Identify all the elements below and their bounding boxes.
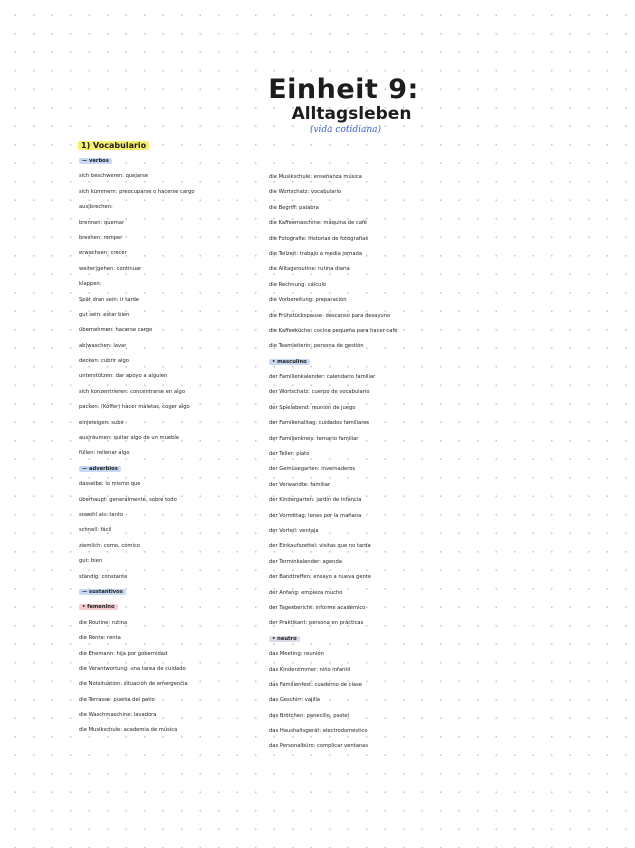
entry-text: der Familienalltag: cuidados familiares xyxy=(269,420,370,427)
entry-text: die Rente: renta xyxy=(79,635,121,642)
entry-text: die Verantwortung: una tarea de cuidado xyxy=(79,665,186,672)
vocab-entry xyxy=(269,185,454,200)
vocab-entry xyxy=(79,570,264,585)
entry-text: die Ehemann: hija por gobernidad xyxy=(79,650,168,657)
entry-text: ab|waschen: lavar xyxy=(79,342,127,349)
vocab-entry xyxy=(269,509,454,524)
vocab-entry xyxy=(269,370,454,385)
entry-text: der Praktikant: persona en prácticas xyxy=(269,620,364,627)
vocab-section-label xyxy=(79,585,264,600)
vocab-entry xyxy=(269,293,454,308)
entry-text: die Begriff: palabra xyxy=(269,204,319,211)
vocab-entry xyxy=(269,570,454,585)
entry-text: der Tagesbericht: informe académico xyxy=(269,604,366,611)
right-vocab-column xyxy=(269,170,454,755)
vocab-entry xyxy=(79,508,264,523)
section-label-text: — sustantivos xyxy=(79,589,126,595)
entry-text: die Teamleiterin: persona de gestión xyxy=(269,343,364,350)
vocab-entry xyxy=(269,401,454,416)
translation-note: (vida cotidiana) xyxy=(309,125,382,135)
entry-text: gut: bien xyxy=(79,558,103,565)
entry-text: sich beschweren: quejarse xyxy=(79,173,149,180)
entry-text: der Einkaufszettel: visitas que no tarda xyxy=(269,543,371,550)
vocab-entry xyxy=(269,216,454,231)
vocab-entry xyxy=(269,201,454,216)
entry-text: packen: (Koffer) hacer maletas, coger algo xyxy=(79,404,190,411)
vocab-entry xyxy=(269,739,454,754)
entry-text: ein|steigen: subir xyxy=(79,419,125,426)
vocab-entry xyxy=(269,524,454,539)
entry-text: der Terminkalender: agenda xyxy=(269,558,342,565)
entry-text: unterstützen: dar apoyo a alguien xyxy=(79,373,168,380)
vocab-entry xyxy=(269,663,454,678)
vocab-entry xyxy=(79,293,264,308)
vocab-entry xyxy=(79,554,264,569)
vocab-entry xyxy=(79,631,264,646)
vocab-section-label xyxy=(79,154,264,169)
vocab-entry xyxy=(269,539,454,554)
vocab-entry xyxy=(269,478,454,493)
entry-text: sich konzentrieren: concentrarse en algo xyxy=(79,388,185,395)
vocab-entry xyxy=(79,708,264,723)
vocab-entry xyxy=(269,693,454,708)
vocab-entry xyxy=(269,247,454,262)
vocab-entry xyxy=(269,432,454,447)
entry-text: aus|räumen: quitar algo de un mueble xyxy=(79,435,180,442)
vocab-entry xyxy=(269,462,454,477)
vocab-entry xyxy=(269,724,454,739)
section-heading xyxy=(78,141,149,150)
entry-text: Spät dran sein: ir tarde xyxy=(79,296,139,303)
vocab-entry xyxy=(269,232,454,247)
entry-text: füllen: rellenar algo xyxy=(79,450,130,457)
entry-text: die Notsituation: situación de emergencia xyxy=(79,681,188,688)
entry-text: der Verwandte: familiar xyxy=(269,481,331,488)
entry-text: das Personalbüro: complicar ventanas xyxy=(269,743,369,750)
vocab-entry xyxy=(269,278,454,293)
entry-text: klappen: xyxy=(79,281,102,288)
vocab-entry xyxy=(269,324,454,339)
entry-text: weiter|gehen: continuar xyxy=(79,265,142,272)
entry-text: das Familienfest: cuaderno de clase xyxy=(269,681,362,688)
vocab-entry xyxy=(79,323,264,338)
vocab-entry xyxy=(79,647,264,662)
entry-text: überhaupt: generalmente, sobre todo xyxy=(79,496,177,503)
vocab-entry xyxy=(269,339,454,354)
entry-text: decken: cubrir algo xyxy=(79,358,129,365)
entry-text: die Alltagsroutine: rutina diaria xyxy=(269,266,350,273)
entry-text: dasselbe: lo mismo que xyxy=(79,481,141,488)
entry-text: der Vormittag: lunes por la mañana xyxy=(269,512,362,519)
vocab-entry xyxy=(79,354,264,369)
section-label-text: • neutro xyxy=(269,636,300,642)
section-heading-text: 1) Vocabulario xyxy=(78,141,149,150)
vocab-entry xyxy=(269,555,454,570)
vocab-entry xyxy=(79,616,264,631)
entry-text: der Vorteil: ventaja xyxy=(269,527,319,534)
entry-text: gut sein: estar bien xyxy=(79,311,130,318)
vocab-entry xyxy=(79,216,264,231)
vocab-section-label xyxy=(79,600,264,615)
entry-text: der Bandtreffen: ensayo a nueva gente xyxy=(269,574,372,581)
vocab-entry xyxy=(79,308,264,323)
entry-text: schnell: fácil xyxy=(79,527,112,534)
vocab-entry xyxy=(269,262,454,277)
entry-text: ziemlich: como, cómico xyxy=(79,542,140,549)
vocab-section-label xyxy=(269,632,454,647)
entry-text: der Familienkreis: ternario familiar xyxy=(269,435,359,442)
section-label-text: • masculino xyxy=(269,359,310,365)
vocab-entry xyxy=(269,385,454,400)
vocab-entry xyxy=(269,170,454,185)
vocab-entry xyxy=(79,446,264,461)
vocab-section-label xyxy=(269,355,454,370)
entry-text: das Geschirr: vajilla xyxy=(269,697,320,704)
vocab-entry xyxy=(79,662,264,677)
entry-text: die Kaffeemaschine: máquina de café xyxy=(269,220,367,227)
vocab-entry xyxy=(269,709,454,724)
entry-text: die Waschmaschine: lavadora xyxy=(79,712,157,719)
entry-text: die Routine: rutina xyxy=(79,619,128,626)
vocab-entry xyxy=(269,447,454,462)
section-label-text: — verbos xyxy=(79,158,112,164)
vocab-entry xyxy=(79,385,264,400)
page-subtitle: Alltagsleben xyxy=(291,104,412,124)
entry-text: der Anfang: empieza mucho xyxy=(269,589,343,596)
vocab-entry xyxy=(79,539,264,554)
entry-text: der Gemüsegarten: invernaderos xyxy=(269,466,356,473)
entry-text: das Brötchen: panecillo, pastel xyxy=(269,712,350,719)
entry-text: der Spielabend: reunión de juego xyxy=(269,404,356,411)
vocab-entry xyxy=(79,200,264,215)
entry-text: brennen: quemar xyxy=(79,219,125,226)
section-label-text: — adverbios xyxy=(79,466,121,472)
entry-text: die Musikschule: academia de música xyxy=(79,727,178,734)
vocab-entry xyxy=(79,246,264,261)
vocab-entry xyxy=(269,309,454,324)
vocab-entry xyxy=(79,339,264,354)
entry-text: die Kaffeeküche: cocina pequeña para hacer café xyxy=(269,327,398,334)
section-label-text: • femenino xyxy=(79,604,118,610)
vocab-entry xyxy=(269,647,454,662)
entry-text: der Teller: plato xyxy=(269,451,310,458)
vocab-entry xyxy=(79,169,264,184)
entry-text: die Rechnung: cálculo xyxy=(269,281,327,288)
vocab-entry xyxy=(269,678,454,693)
vocab-entry xyxy=(79,493,264,508)
entry-text: die Terrasse: puerta del patio xyxy=(79,696,155,703)
vocab-entry xyxy=(79,231,264,246)
left-vocab-column xyxy=(79,154,264,739)
entry-text: die Vorbereitung: preparación xyxy=(269,297,347,304)
vocab-entry xyxy=(79,400,264,415)
entry-text: sich kümmern: preocuparse o hacerse cargo xyxy=(79,188,195,195)
entry-text: brechen: romper xyxy=(79,234,123,241)
entry-text: die Fotografie: historias de fotografías xyxy=(269,235,369,242)
vocab-entry xyxy=(79,523,264,538)
vocab-entry xyxy=(269,616,454,631)
vocab-entry xyxy=(79,677,264,692)
entry-text: die Teilzeit: trabajo a media jornada xyxy=(269,250,363,257)
entry-text: der Kindergarten: jardín de infancia xyxy=(269,497,362,504)
entry-text: die Musikschule: enseñanza música xyxy=(269,174,362,180)
vocab-entry xyxy=(79,723,264,738)
vocab-entry xyxy=(79,262,264,277)
entry-text: übernehmen: hacerse cargo xyxy=(79,327,153,334)
vocab-entry xyxy=(79,693,264,708)
vocab-entry xyxy=(79,185,264,200)
entry-text: der Familienkalender: calendario familiar xyxy=(269,374,376,381)
entry-text: das Meeting: reunión xyxy=(269,651,324,658)
page-title: Einheit 9: xyxy=(268,74,419,105)
vocab-entry xyxy=(269,493,454,508)
vocab-entry xyxy=(79,416,264,431)
entry-text: die Wortschatz: vocabulario xyxy=(269,189,342,196)
vocab-section-label xyxy=(79,462,264,477)
vocab-entry xyxy=(79,477,264,492)
vocab-entry xyxy=(79,369,264,384)
vocab-entry xyxy=(269,601,454,616)
entry-text: erwachsen: crecer xyxy=(79,250,127,257)
title-block xyxy=(0,74,635,135)
entry-text: das Haushaltsgerät: electrodoméstico xyxy=(269,728,368,735)
entry-text: ständig: constante xyxy=(79,573,128,580)
entry-text: aus|brechen: xyxy=(79,204,113,211)
entry-text: das Kinderzimmer: niño infantil xyxy=(269,666,351,673)
vocab-entry xyxy=(269,586,454,601)
vocab-entry xyxy=(269,416,454,431)
vocab-entry xyxy=(79,277,264,292)
entry-text: der Wortschatz: cuerpo de vocabulario xyxy=(269,389,370,396)
entry-text: die Frühstückspause: descanso para desayuno xyxy=(269,312,391,319)
vocab-entry xyxy=(79,431,264,446)
entry-text: sowohl als: tanto xyxy=(79,511,124,518)
